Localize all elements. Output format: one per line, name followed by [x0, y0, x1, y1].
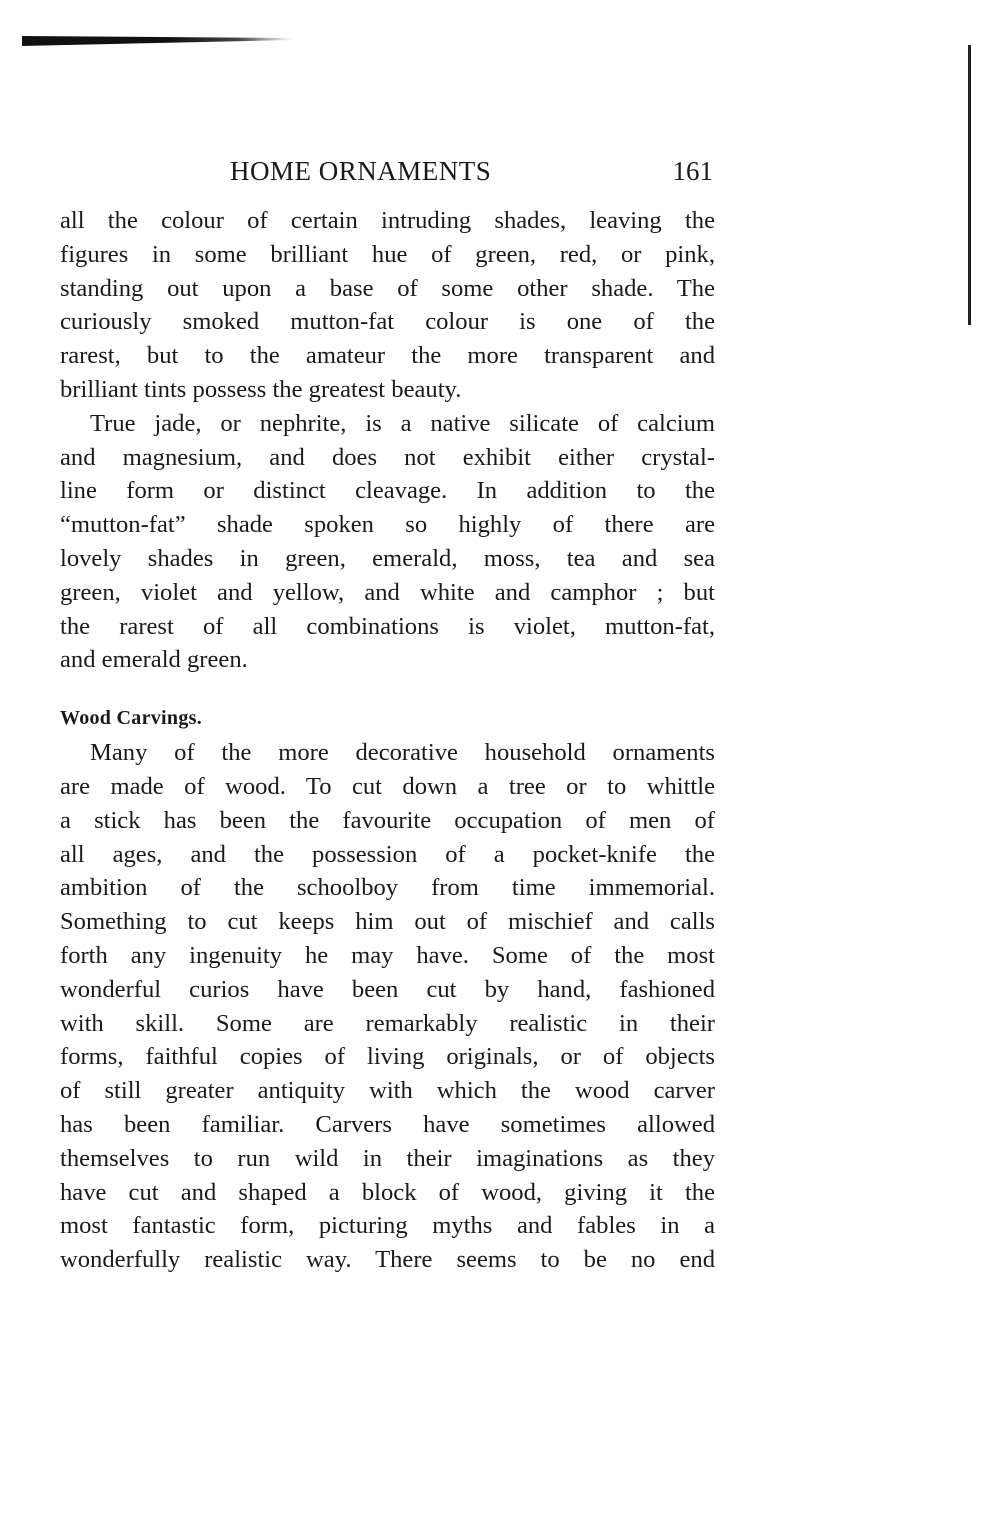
paragraph-2 — [60, 407, 715, 677]
text-line: themselves to run wild in their imaginations as they — [60, 1144, 715, 1172]
text-line: curiously smoked mutton-fat colour is one of the — [60, 308, 715, 336]
running-head — [60, 150, 715, 194]
text-line: of still greater antiquity with which the wood carver — [60, 1077, 715, 1105]
text-line: has been familiar. Carvers have sometimes allowed — [60, 1110, 715, 1138]
text-line: the rarest of all combinations is violet, mutton-fat, — [60, 612, 715, 640]
running-head-title: HOME ORNAMENTS — [230, 156, 492, 186]
scan-edge-mark — [22, 36, 292, 46]
text-line: forth any ingenuity he may have. Some of the most — [60, 941, 715, 969]
text-line: ambition of the schoolboy from time immemorial. — [60, 874, 715, 902]
text-line: wonderfully realistic way. There seems to be no end — [60, 1246, 715, 1274]
text-line: rarest, but to the amateur the more transparent and — [60, 342, 715, 370]
text-line: Many of the more decorative household ornaments — [90, 739, 715, 767]
text-line: brilliant tints possess the greatest beauty. — [60, 375, 462, 403]
section-heading: Wood Carvings. — [60, 707, 203, 730]
text-line: wonderful curios have been cut by hand, fashioned — [60, 975, 715, 1003]
text-line: a stick has been the favourite occupation of men of — [60, 806, 715, 834]
page-number: 161 — [672, 156, 713, 186]
text-line: with skill. Some are remarkably realistic in their — [60, 1009, 715, 1037]
text-line: line form or distinct cleavage. In addition to the — [60, 477, 715, 505]
paragraph-1 — [60, 204, 715, 407]
paragraph-3 — [60, 736, 715, 1277]
text-line: Something to cut keeps him out of mischief and calls — [60, 908, 715, 936]
book-page — [60, 150, 715, 1277]
text-line: True jade, or nephrite, is a native silicate of calcium — [90, 409, 715, 437]
text-line: have cut and shaped a block of wood, giving it the — [60, 1178, 715, 1206]
text-line: all ages, and the possession of a pocket-knife the — [60, 840, 715, 868]
text-line: and emerald green. — [60, 646, 248, 674]
text-line: standing out upon a base of some other shade. The — [60, 274, 715, 302]
text-line: and magnesium, and does not exhibit either crystal- — [60, 443, 715, 471]
scan-edge-line — [968, 45, 971, 325]
text-line: lovely shades in green, emerald, moss, tea and sea — [60, 544, 715, 572]
text-line: figures in some brilliant hue of green, red, or pink, — [60, 240, 715, 268]
text-line: all the colour of certain intruding shades, leaving the — [60, 207, 715, 234]
text-line: most fantastic form, picturing myths and fables in a — [60, 1212, 715, 1240]
text-line: forms, faithful copies of living originals, or of objects — [60, 1043, 715, 1071]
text-line: are made of wood. To cut down a tree or to whittle — [60, 772, 715, 800]
text-line: “mutton-fat” shade spoken so highly of there are — [60, 511, 715, 539]
text-line: green, violet and yellow, and white and camphor ; but — [60, 578, 715, 606]
